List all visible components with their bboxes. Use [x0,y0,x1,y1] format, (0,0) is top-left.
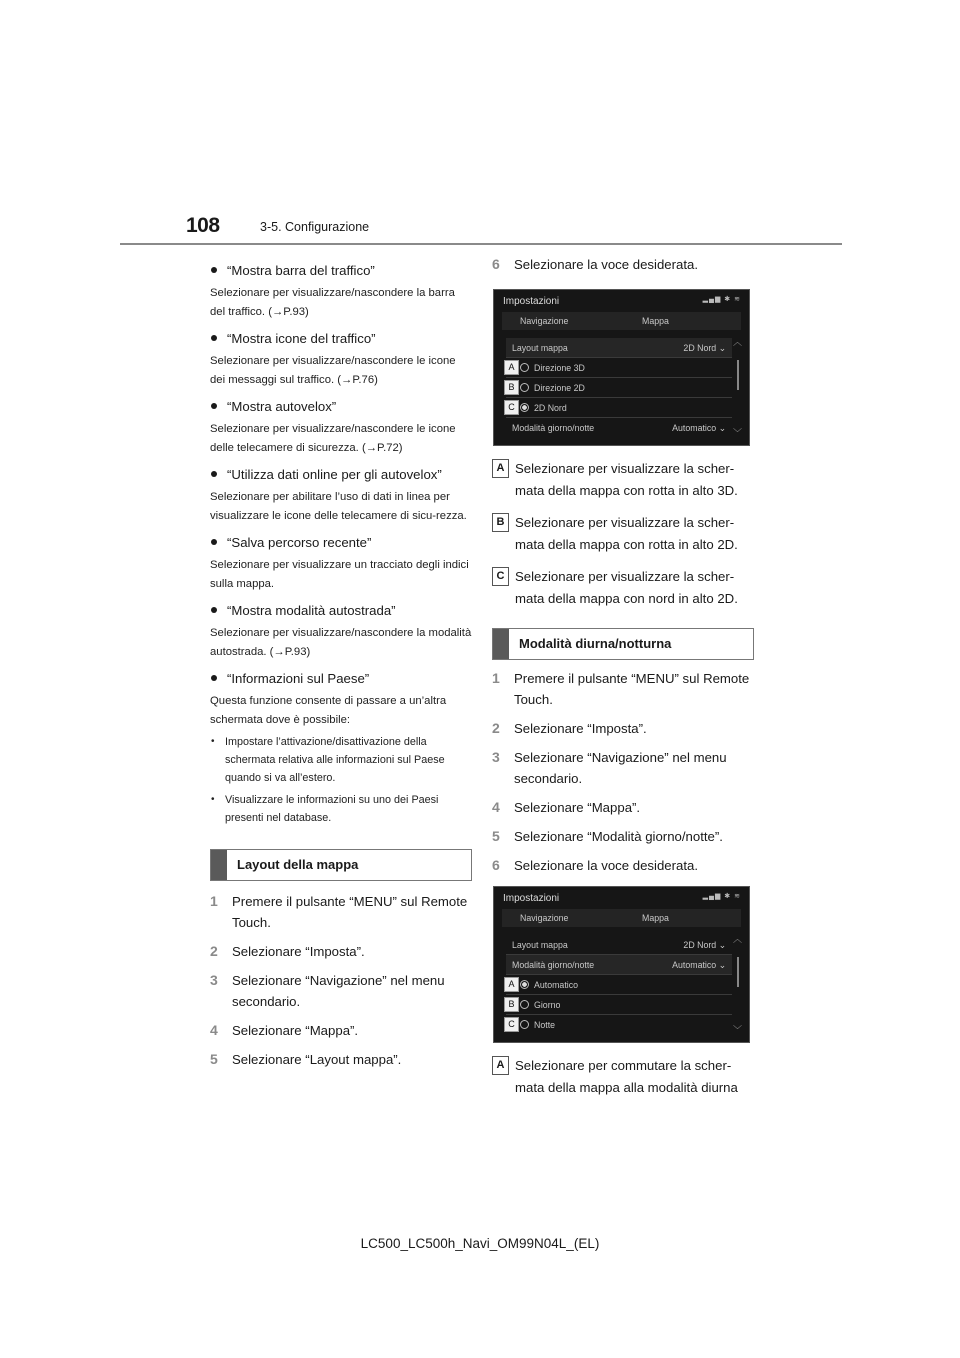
step: 3 Selezionare “Navigazione” nel menu secondario. [210,972,445,1009]
screen-title: Impostazioni [503,296,560,307]
step: 6 Selezionare la voce desiderata. [492,857,699,873]
row-layout-mappa[interactable]: Layout mappa 2D Nord ⌄ [506,338,732,358]
item-title: “Informazioni sul Paese” [227,671,370,686]
scrollbar[interactable] [737,360,739,390]
left-item [210,465,472,526]
scroll-up-icon[interactable]: ︿ [732,337,742,347]
list-item: • Visualizzare le informazioni su uno dei Paesi presenti nel database. [210,791,472,827]
bullet-icon [211,607,217,613]
step: 4 Selezionare “Mappa”. [210,1022,359,1038]
option-direzione-3d[interactable]: A Direzione 3D [506,358,732,378]
radio-selected-icon [520,403,529,412]
radio-icon [520,383,529,392]
scroll-down-icon[interactable]: ﹀ [732,1025,742,1035]
step: 5 Selezionare “Modalità giorno/notte”. [492,828,723,844]
bullet-icon [211,403,217,409]
step: 1 Premere il pulsante “MENU” sul Remote Touch. [492,670,750,707]
screen-modalita [493,886,750,1043]
item-desc: Questa funzione consente di passare a un’altra schermata dove è possibile: [210,695,447,726]
section-heading-day-night [492,628,754,660]
screen-layout-mappa [493,289,750,446]
country-subitems [210,733,472,827]
tab-navigazione[interactable]: Navigazione [520,913,569,923]
left-column [210,254,472,1078]
section-heading-text: Modalità diurna/notturna [519,636,672,651]
step: 5 Selezionare “Layout mappa”. [210,1051,402,1067]
left-item [210,669,472,827]
step: 2 Selezionare “Imposta”. [210,943,365,959]
screen-tabs [502,909,741,927]
bullet-icon [211,267,217,273]
scroll-up-icon[interactable]: ︿ [732,934,742,944]
step: 2 Selezionare “Imposta”. [492,720,647,736]
legend-1 [492,458,754,610]
layout-steps [210,891,472,1070]
section-title: 3-5. Configurazione [260,220,370,234]
item-desc: Selezionare per visualizzare un tracciato degli indici sulla mappa. [210,559,469,590]
radio-icon [520,1000,529,1009]
scroll-down-icon[interactable]: ﹀ [732,428,742,438]
item-desc: Selezionare per abilitare l’uso di dati in linea per visualizzare le icone delle telecamere di sicu-rezza. [210,491,467,522]
tab-mappa[interactable]: Mappa [642,913,669,923]
section-heading-text: Layout della mappa [237,857,359,872]
step: 6 Selezionare la voce desiderata. [492,256,699,272]
legend-2 [492,1055,754,1099]
screen-tabs [502,312,741,330]
legend-item: A Selezionare per commutare la scher-mata della mappa alla modalità diurna [492,1055,754,1099]
item-title: “Salva percorso recente” [227,535,372,550]
row-modalita[interactable]: Modalità giorno/notte Automatico ⌄ [506,955,732,975]
item-title: “Mostra barra del traffico” [227,263,375,278]
radio-icon [520,363,529,372]
section-heading-layout [210,849,472,881]
bullet-icon [211,539,217,545]
bullet-icon [211,335,217,341]
item-title: “Mostra icone del traffico” [227,331,376,346]
legend-item: A Selezionare per visualizzare la scher-mata della mappa con rotta in alto 3D. [492,458,754,502]
right-column [492,254,754,1099]
option-automatico[interactable]: A Automatico [506,975,732,995]
bullet-icon [211,471,217,477]
row-modalita[interactable]: Modalità giorno/notte Automatico ⌄ [512,423,726,433]
left-item [210,397,472,458]
left-item [210,601,472,662]
item-title: “Mostra modalità autostrada” [227,603,396,618]
step: 4 Selezionare “Mappa”. [492,799,641,815]
radio-icon [520,1020,529,1029]
list-item: • Impostare l’attivazione/disattivazione della schermata relativa alle informazioni sul Paese quando si va all’estero. [210,733,472,787]
option-2d-nord[interactable]: C 2D Nord [506,398,732,418]
item-desc: Selezionare per visualizzare/nascondere la modalità autostrada. (→P.93) [210,627,472,658]
footer-code: LC500_LC500h_Navi_OM99N04L_(EL) [360,1236,600,1251]
row-layout-mappa[interactable]: Layout mappa 2D Nord ⌄ [506,935,732,955]
left-item [210,533,472,594]
option-notte[interactable]: C Notte [506,1015,732,1034]
option-direzione-2d[interactable]: B Direzione 2D [506,378,732,398]
header-rule [120,243,842,245]
option-giorno[interactable]: B Giorno [506,995,732,1015]
item-desc: Selezionare per visualizzare/nascondere le icone dei messaggi sul traffico. (→P.76) [210,355,456,386]
screen-title: Impostazioni [503,893,560,904]
page-number: 108 [186,214,220,237]
item-title: “Mostra autovelox” [227,399,337,414]
status-icons: ▂▄▆ ✱ ≋ [702,893,741,900]
left-item [210,261,472,322]
radio-selected-icon [520,980,529,989]
step: 1 Premere il pulsante “MENU” sul Remote Touch. [210,893,468,930]
tab-mappa[interactable]: Mappa [642,316,669,326]
tab-navigazione[interactable]: Navigazione [520,316,569,326]
item-desc: Selezionare per visualizzare/nascondere la barra del traffico. (→P.93) [210,287,455,318]
scrollbar[interactable] [737,957,739,987]
step: 3 Selezionare “Navigazione” nel menu secondario. [492,749,727,786]
day-night-steps [492,668,754,876]
item-desc: Selezionare per visualizzare/nascondere le icone delle telecamere di sicurezza. (→P.72) [210,423,456,454]
item-title: “Utilizza dati online per gli autovelox” [227,467,442,482]
bullet-icon [211,675,217,681]
legend-item: B Selezionare per visualizzare la scher-mata della mappa con rotta in alto 2D. [492,512,754,556]
left-item [210,329,472,390]
legend-item: C Selezionare per visualizzare la scher-mata della mappa con nord in alto 2D. [492,566,754,610]
status-icons: ▂▄▆ ✱ ≋ [702,296,741,303]
